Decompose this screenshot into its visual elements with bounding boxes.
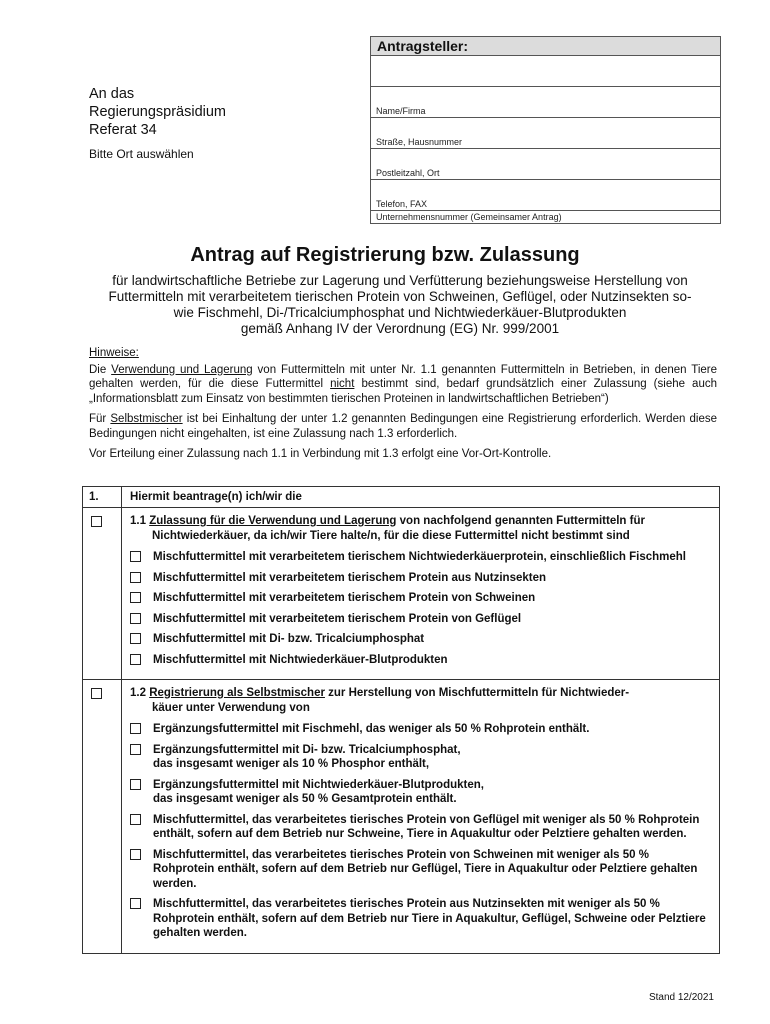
page-title: Antrag auf Registrierung bzw. Zulassung [190, 244, 580, 266]
section-1-2 [83, 680, 719, 953]
address-line-1: An das [89, 86, 135, 102]
list-item: Ergänzungsfuttermittel mit Nichtwiederkäuer-Blutprodukten, das insgesamt weniger als 50 % Gesamtprotein enthält. [130, 778, 711, 807]
option-checkbox[interactable] [130, 654, 141, 665]
street-field[interactable] [371, 118, 720, 149]
option-checkbox[interactable] [130, 572, 141, 583]
list-item: Mischfuttermittel mit Nichtwiederkäuer-Blutprodukten [130, 653, 711, 668]
option-checkbox[interactable] [130, 744, 141, 755]
footer-version: Stand 12/2021 [648, 992, 714, 1003]
company-number-label: Unternehmensnummer (Gemeinsamer Antrag) [376, 212, 562, 222]
company-number-field[interactable] [371, 211, 720, 223]
option-checkbox[interactable] [130, 814, 141, 825]
section-1-1 [83, 508, 719, 680]
list-item: Mischfuttermittel mit verarbeitetem tierischem Protein von Geflügel [130, 612, 711, 627]
list-item: Ergänzungsfuttermittel mit Di- bzw. Tricalciumphosphat, das insgesamt weniger als 10 % Phosphor enthält, [130, 743, 711, 772]
applicant-box [370, 36, 721, 224]
list-item: Mischfuttermittel, das verarbeitetes tierisches Protein von Schweinen mit weniger als 50 % Rohprotein enthält, sofern auf dem Betrieb nur Geflügel, Tiere in Aquakultur oder Pelztiere gehalten werden. [130, 848, 711, 892]
subtitle-line-1: für landwirtschaftliche Betriebe zur Lagerung und Verfütterung beziehungsweise Herstellung von [112, 273, 688, 288]
page-subtitle [80, 273, 720, 337]
hints-heading: Hinweise: [89, 347, 139, 359]
zip-city-field[interactable] [371, 149, 720, 180]
applicant-title: Antragsteller: [371, 37, 720, 56]
subtitle-line-2: Futtermitteln mit verarbeitetem tierischen Protein von Schweinen, Geflügel, oder Nutzinsekten so- [108, 289, 692, 304]
zip-city-label: Postleitzahl, Ort [376, 168, 440, 178]
list-item: Mischfuttermittel mit Di- bzw. Tricalciumphosphat [130, 632, 711, 647]
option-checkbox[interactable] [130, 898, 141, 909]
subtitle-line-4: gemäß Anhang IV der Verordnung (EG) Nr. 999/2001 [240, 321, 560, 336]
hint-paragraph-3: Vor Erteilung einer Zulassung nach 1.1 in Verbindung mit 1.3 erfolgt eine Vor-Ort-Kontrolle. [89, 448, 552, 460]
option-checkbox[interactable] [130, 592, 141, 603]
table-header [83, 487, 719, 508]
list-item: Mischfuttermittel, das verarbeitetes tierisches Protein von Geflügel mit weniger als 50 % Rohprotein enthält, sofern auf dem Betrieb nur Schweine, Tiere in Aquakultur oder Pelztiere gehalten werden. [130, 813, 711, 842]
list-item: Ergänzungsfuttermittel mit Fischmehl, das weniger als 50 % Rohprotein enthält. [130, 722, 711, 737]
option-checkbox[interactable] [130, 849, 141, 860]
section-1-1-checkbox[interactable] [91, 516, 102, 527]
city-select[interactable]: Bitte Ort auswählen [89, 147, 194, 161]
option-checkbox[interactable] [130, 633, 141, 644]
list-item: Mischfuttermittel mit verarbeitetem tierischem Protein von Schweinen [130, 591, 711, 606]
list-item: Mischfuttermittel, das verarbeitetes tierisches Protein aus Nutzinsekten mit weniger als 50 % Rohprotein enthält, sofern auf dem Betrieb nur Tiere in Aquakultur, Geflügel, Schweine oder Pelztiere gehalten werden. [130, 897, 711, 941]
subtitle-line-3: wie Fischmehl, Di-/Tricalciumphosphat und Nichtwiederkäuer-Blutprodukten [173, 305, 627, 320]
option-checkbox[interactable] [130, 779, 141, 790]
street-label: Straße, Hausnummer [376, 137, 463, 147]
address-line-3: Referat 34 [89, 122, 157, 138]
table-header-text: Hiermit beantrage(n) ich/wir die [130, 491, 302, 503]
phone-field[interactable] [371, 180, 720, 211]
option-checkbox[interactable] [130, 551, 141, 562]
phone-label: Telefon, FAX [376, 199, 428, 209]
option-checkbox[interactable] [130, 613, 141, 624]
list-item: Mischfuttermittel mit verarbeitetem tierischem Nichtwiederkäuerprotein, einschließlich Fischmehl [130, 550, 711, 565]
section-1-1-title: 1.1 Zulassung für die Verwendung und Lagerung von nachfolgend genannten Futtermitteln für Nichtwiederkäuer, da ich/wir Tiere halte/n, für die diese Futtermittel nicht bestimmt sind [130, 515, 645, 542]
hints-section [89, 346, 717, 468]
section-number: 1. [83, 487, 122, 507]
option-checkbox[interactable] [130, 723, 141, 734]
address-line-2: Regierungspräsidium [89, 104, 227, 120]
hint-paragraph-2: Für Selbstmischer ist bei Einhaltung der unter 1.2 genannten Bedingungen eine Registrierung erforderlich. Werden diese Bedingungen nicht eingehalten, ist eine Zulassung nach 1.3 erforderlich. [89, 413, 717, 440]
section-1-2-checkbox[interactable] [91, 688, 102, 699]
name-label: Name/Firma [376, 106, 426, 116]
hint-paragraph-1: Die Verwendung und Lagerung von Futtermitteln mit unter Nr. 1.1 genannten Futtermitteln in Betrieben, in denen Tiere gehalten werden, für die diese Futtermittel nicht bestimmt sind, bedarf grundsätzlich einer Zulassung (siehe auch „Informationsblatt zum Einsatz von bestimmten tierischen Proteinen in landwirtschaftlichen Betrieben“) [89, 363, 718, 405]
section-1-2-title: 1.2 Registrierung als Selbstmischer zur Herstellung von Mischfuttermitteln für Nichtwieder- käuer unter Verwendung von [130, 687, 630, 714]
list-item: Mischfuttermittel mit verarbeitetem tierischem Protein aus Nutzinsekten [130, 571, 711, 586]
application-table [82, 486, 720, 954]
name-field[interactable] [371, 87, 720, 118]
applicant-blank-field[interactable] [371, 56, 720, 87]
recipient-address [89, 85, 226, 163]
